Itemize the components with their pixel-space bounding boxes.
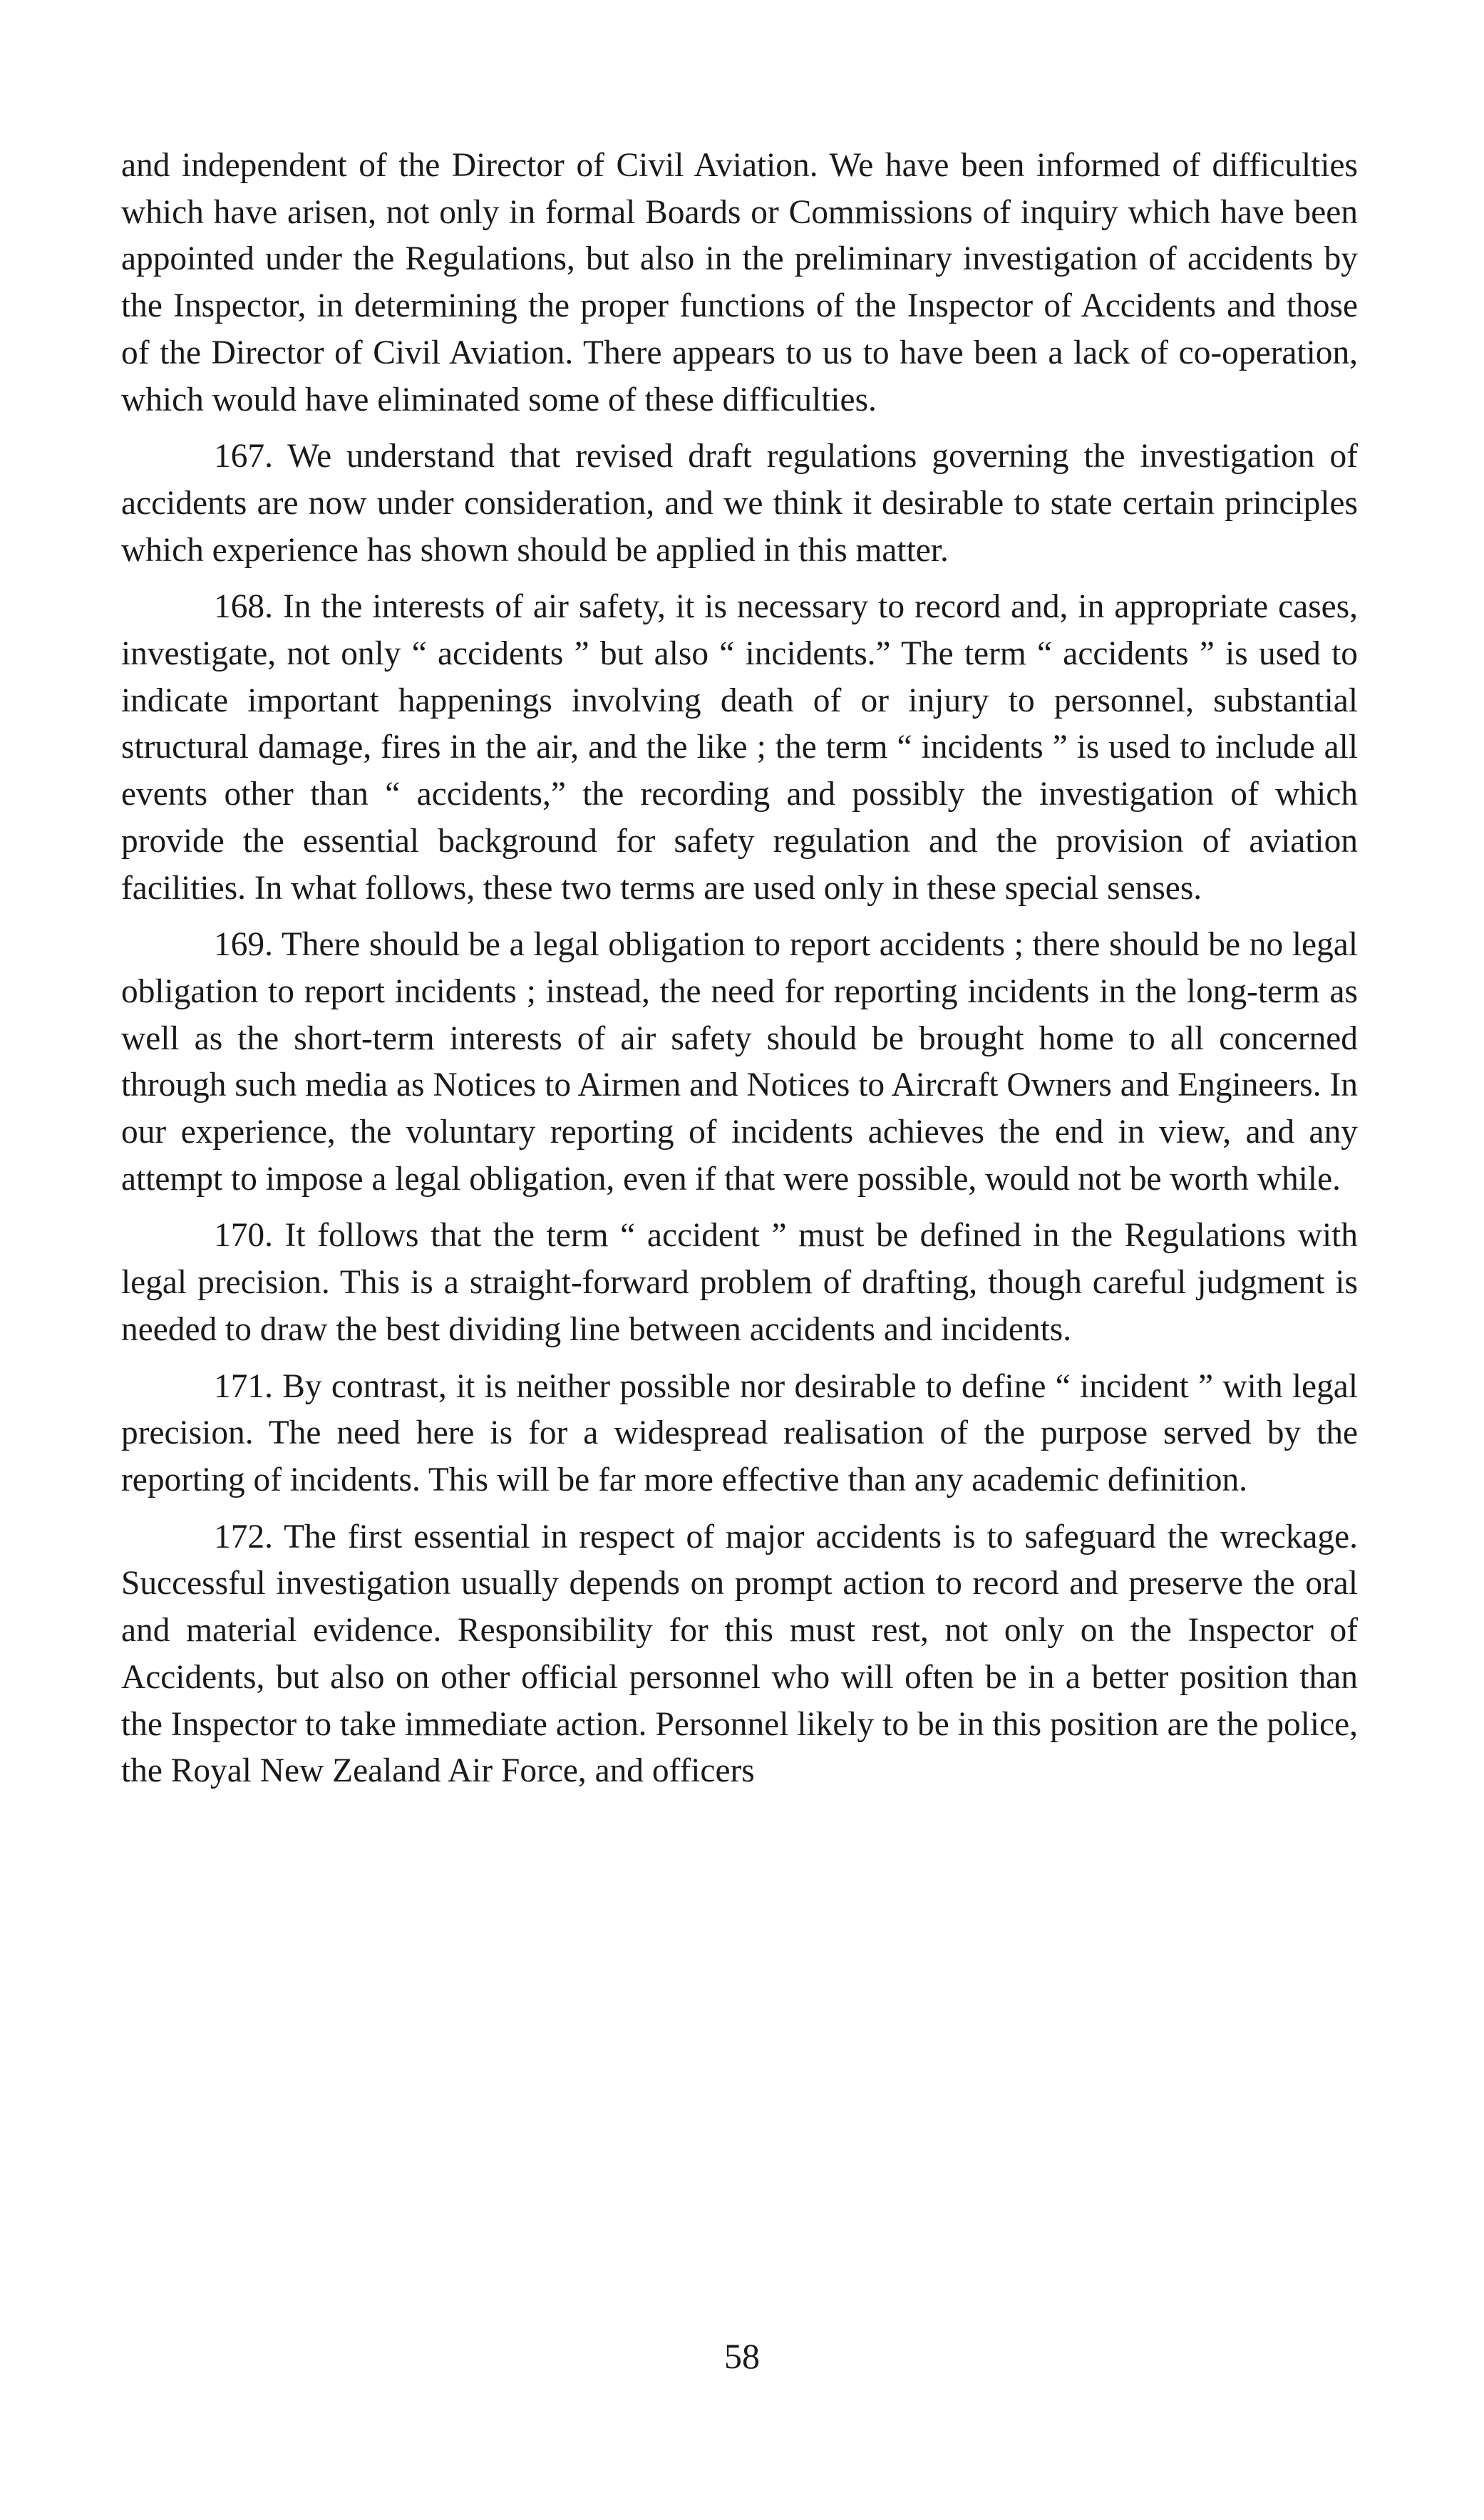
page-number: 58 — [724, 2336, 760, 2376]
paragraph-172: 172. The first essential in respect of major accidents is to safeguard the wreckage. Successful investigation usually depends on prompt action to record and preserve the oral and material evidence. Responsibility for this must rest, not only on the Inspector of Accidents, but also on other official personnel who will often be in a better position than the Inspector to take immediate action. Personnel likely to be in this position are the police, the Royal New Zealand Air Force, and officers — [121, 1518, 1358, 1790]
document-body — [121, 143, 1358, 1805]
paragraph-167: 167. We understand that revised draft regulations governing the investigation of accidents are now under consideration, and we think it desirable to state certain principles which experience has shown should be applied in this matter. — [121, 438, 1358, 569]
paragraph-170: 170. It follows that the term “ accident ” must be defined in the Regulations with legal precision. This is a straight-forward problem of drafting, though careful judgment is needed to draw the best dividing line between accidents and incidents. — [121, 1217, 1358, 1348]
paragraph-171: 171. By contrast, it is neither possible nor desirable to define “ incident ” with legal precision. The need here is for a widespread realisation of the purpose served by the reporting of incidents. This will be far more effective than any academic definition. — [121, 1367, 1358, 1498]
paragraph-continuation: and independent of the Director of Civil Aviation. We have been informed of difficulties which have arisen, not only in formal Boards or Commissions of inquiry which have been appointed under the Regulations, but also in the preliminary investigation of accidents by the Inspector, in determining the proper functions of the Inspector of Accidents and those of the Director of Civil Aviation. There appears to us to have been a lack of co-operation, which would have eliminated some of these difficulties. — [121, 147, 1358, 418]
paragraph-168: 168. In the interests of air safety, it is necessary to record and, in appropriate cases, investigate, not only “ accidents ” but also “ incidents.” The term “ accidents ” is used to indicate important happenings involving death of or injury to personnel, substantial structural damage, fires in the air, and the like ; the term “ incidents ” is used to include all events other than “ accidents,” the recording and possibly the investigation of which provide the essential background for safety regulation and the provision of aviation facilities. In what follows, these two terms are used only in these special senses. — [121, 588, 1358, 907]
paragraph-169: 169. There should be a legal obligation to report accidents ; there should be no legal obligation to report incidents ; instead, the need for reporting incidents in the long-term as well as the short-term interests of air safety should be brought home to all concerned through such media as Notices to Airmen and Notices to Aircraft Owners and Engineers. In our experience, the voluntary reporting of incidents achieves the end in view, and any attempt to impose a legal obligation, even if that were possible, would not be worth while. — [121, 926, 1358, 1198]
